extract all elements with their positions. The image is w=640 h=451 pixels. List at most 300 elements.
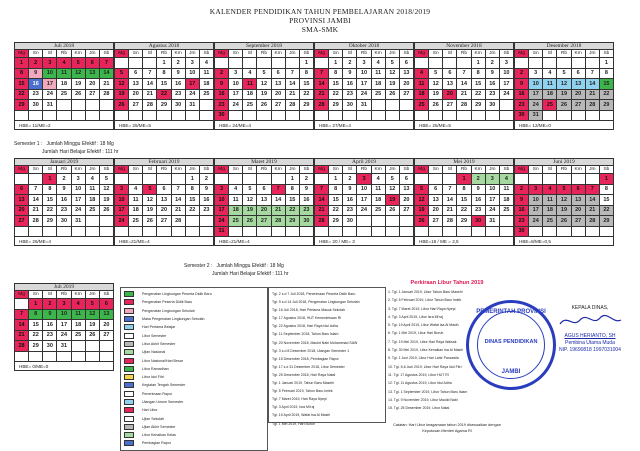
day-cell: 3 [529,184,543,195]
day-cell: 10 [485,184,499,195]
day-cell: 15 [299,79,313,90]
day-cell: 16 [515,89,529,100]
day-cell: 16 [471,195,485,206]
day-cell: 3 [43,58,57,69]
note-line: Tgl. 1 Januari 2019, Tahun Baru Masehi [272,381,335,386]
day-cell: 22 [457,205,471,216]
day-cell: 3 [115,184,129,195]
day-header: Mg [415,166,429,174]
day-cell: 15 [471,79,485,90]
empty-cell [299,226,313,237]
day-cell: 20 [571,89,585,100]
month-title: Juli 2018 [14,42,114,49]
day-header: Sb [299,166,313,174]
effective-days-summary: HBE=8/ME=0,5 [514,237,614,246]
empty-cell [285,110,299,121]
province: PROVINSI JAMBI [289,16,351,25]
day-cell: 22 [285,205,299,216]
day-cell: 8 [29,309,43,320]
day-cell: 31 [57,341,71,352]
effective-days-summary: HBE= 0/ME=0 [14,362,114,371]
empty-cell [529,226,543,237]
month-title: Mei 2019 [414,158,514,165]
legend-label: Ujian Akhir Semester [142,424,176,429]
legend-item [124,431,264,439]
signer-rank: Pembina Utama Muda [565,340,615,346]
day-header: Km [471,50,485,58]
day-cell: 14 [29,195,43,206]
empty-cell [371,216,385,227]
day-cell: 9 [57,184,71,195]
empty-cell [585,174,599,185]
day-cell: 18 [371,195,385,206]
day-cell: 11 [57,68,71,79]
month-calendar [14,283,114,371]
empty-cell [315,110,329,121]
legend-label: Pengenalan Lingkungan Sekolah [142,308,195,313]
empty-cell [15,226,29,237]
legend-label: Libur Semester [142,333,167,338]
day-cell: 19 [429,89,443,100]
day-cell: 20 [257,205,271,216]
day-header: Sn [129,50,143,58]
day-header: Jm [385,50,399,58]
day-cell: 28 [585,216,599,227]
day-cell: 8 [299,68,313,79]
day-header: Sb [399,50,413,58]
day-cell: 7 [143,68,157,79]
day-cell: 3 [499,58,513,69]
empty-cell [429,110,443,121]
empty-cell [57,110,71,121]
day-cell: 26 [115,100,129,111]
legend-swatch [124,440,134,446]
day-cell: 7 [585,68,599,79]
stamp-bottom-text: JAMBI [501,369,521,375]
effective-days-summary: HBE=18 / ME = 2,5 [414,237,514,246]
day-cell: 7 [99,58,113,69]
day-cell: 13 [99,309,113,320]
empty-cell [399,226,413,237]
empty-cell [415,58,429,69]
legend-label: Libur Idul Fitri [142,375,164,380]
day-cell: 23 [171,89,185,100]
day-cell: 10 [357,68,371,79]
day-cell: 26 [557,100,571,111]
day-cell: 23 [215,100,229,111]
day-cell: 5 [385,174,399,185]
day-cell: 8 [15,68,29,79]
day-cell: 2 [29,58,43,69]
day-cell: 13 [399,184,413,195]
day-cell: 26 [99,205,113,216]
day-cell: 26 [385,205,399,216]
day-cell: 18 [415,89,429,100]
day-cell: 12 [257,79,271,90]
day-cell: 12 [243,195,257,206]
day-cell: 31 [185,100,199,111]
day-header: Sl [443,166,457,174]
day-cell: 6 [443,68,457,79]
day-cell: 27 [399,205,413,216]
day-cell: 23 [199,205,213,216]
legend-item [124,307,264,315]
day-header: Sl [543,166,557,174]
day-cell: 21 [443,205,457,216]
day-cell: 1 [185,174,199,185]
day-cell: 23 [485,89,499,100]
days-value: : 111 hr [272,271,289,277]
empty-cell [229,226,243,237]
holiday-item: 1. Tgl. 1 Januari 2019, Libur Tahun Baru Masehi [388,290,463,294]
day-cell: 27 [399,89,413,100]
signature-block [540,305,640,354]
empty-cell [499,216,513,227]
day-cell: 21 [15,330,29,341]
empty-cell [129,174,143,185]
day-cell: 21 [171,205,185,216]
day-header: Sn [329,50,343,58]
day-cell: 17 [499,79,513,90]
day-cell: 12 [99,184,113,195]
empty-cell [529,58,543,69]
day-cell: 18 [371,79,385,90]
day-cell: 3 [485,174,499,185]
day-cell: 23 [515,100,529,111]
day-cell: 6 [157,184,171,195]
empty-cell [371,100,385,111]
day-cell: 12 [429,79,443,90]
empty-cell [129,226,143,237]
empty-cell [415,174,429,185]
day-cell: 4 [371,174,385,185]
empty-cell [229,174,243,185]
day-cell: 26 [257,100,271,111]
holiday-item: 2. Tgl. 5 Februari 2019, Libur Tahun Baru Imlek [388,298,462,303]
day-cell: 14 [585,79,599,90]
day-cell: 19 [71,79,85,90]
day-cell: 2 [43,299,57,310]
weeks-value: : 18 Mg [267,263,284,269]
empty-cell [257,174,271,185]
day-header: Rb [57,50,71,58]
legend-item [124,398,264,406]
day-cell: 20 [399,79,413,90]
empty-cell [257,110,271,121]
empty-cell [29,351,43,362]
day-cell: 21 [285,89,299,100]
holiday-item: 4. Tgl. 3 April 2019, Libur Isra Mi'raj [388,314,443,319]
empty-cell [99,216,113,227]
day-cell: 19 [385,79,399,90]
day-cell: 14 [143,79,157,90]
day-cell: 30 [43,341,57,352]
day-cell: 14 [585,195,599,206]
day-cell: 13 [429,195,443,206]
day-cell: 30 [515,226,529,237]
day-cell: 4 [129,184,143,195]
day-cell: 7 [315,68,329,79]
empty-cell [557,226,571,237]
day-cell: 24 [529,216,543,227]
day-header: Sb [99,50,113,58]
month-title: Oktober 2018 [314,42,414,49]
day-cell: 7 [171,184,185,195]
document-header [0,7,640,34]
day-cell: 4 [57,58,71,69]
legend-label: Hari Libur [142,408,158,413]
legend-swatch [124,399,134,405]
empty-cell [315,174,329,185]
month-title: Maret 2019 [214,158,314,165]
legend-item [124,323,264,331]
day-cell: 27 [443,100,457,111]
empty-cell [229,110,243,121]
day-cell: 11 [199,68,213,79]
day-cell: 1 [471,58,485,69]
day-cell: 5 [85,299,99,310]
stamp-top-text: PEMERINTAH PROVINSI [476,309,546,315]
title: KALENDER PENDIDIKAN TAHUN PEMBELAJARAN 2018/2019 [209,7,431,16]
day-header: Mg [315,166,329,174]
day-cell: 24 [115,216,129,227]
day-cell: 16 [343,195,357,206]
empty-cell [229,58,243,69]
empty-cell [599,110,613,121]
day-cell: 20 [571,205,585,216]
day-cell: 1 [599,174,613,185]
day-cell: 5 [415,184,429,195]
day-cell: 28 [171,216,185,227]
day-cell: 8 [471,68,485,79]
day-cell: 30 [299,216,313,227]
day-header: Mg [15,166,29,174]
day-cell: 22 [185,205,199,216]
legend-label: Masa Pengenalan Lingkungan Sekolah [142,317,205,322]
day-cell: 25 [57,89,71,100]
day-cell: 22 [599,205,613,216]
holiday-item: 5. Tgl. 19 April 2019, Libur Wafat Isa Al Masih [388,323,459,328]
day-cell: 7 [285,68,299,79]
day-header: Km [71,291,85,299]
day-cell: 13 [157,195,171,206]
day-cell: 30 [515,110,529,121]
day-cell: 14 [15,320,29,331]
day-cell: 28 [271,216,285,227]
holiday-item: 6. Tgl. 1 Mei 2019, Libur Hari Buruh [388,331,444,336]
day-cell: 22 [29,330,43,341]
day-cell: 24 [499,89,513,100]
day-cell: 12 [415,195,429,206]
day-header: Km [171,50,185,58]
day-cell: 9 [515,195,529,206]
legend-swatch [124,416,134,422]
day-cell: 20 [443,89,457,100]
day-cell: 10 [115,195,129,206]
day-cell: 22 [329,205,343,216]
empty-cell [115,58,129,69]
day-cell: 2 [57,174,71,185]
day-header: Jm [385,166,399,174]
day-header: Sb [299,50,313,58]
empty-cell [315,226,329,237]
semester-label: Semester 1 : [14,141,43,147]
empty-cell [199,216,213,227]
day-cell: 5 [143,184,157,195]
empty-cell [471,226,485,237]
day-cell: 2 [485,58,499,69]
day-cell: 1 [457,174,471,185]
empty-cell [343,226,357,237]
empty-cell [429,226,443,237]
day-header: Sl [443,50,457,58]
month-title: Februari 2019 [114,158,214,165]
day-cell: 8 [157,68,171,79]
day-cell: 23 [343,205,357,216]
day-cell: 2 [199,174,213,185]
day-header: Mg [215,50,229,58]
school-level: SMA-SMK [301,25,339,34]
empty-cell [529,174,543,185]
empty-cell [257,226,271,237]
day-cell: 18 [57,79,71,90]
day-header: Mg [115,166,129,174]
day-cell: 8 [43,184,57,195]
day-cell: 6 [271,68,285,79]
month-title: Juli 2019 [14,283,114,290]
day-cell: 29 [329,100,343,111]
day-cell: 21 [29,205,43,216]
semester-label: Semester 2 : [184,263,213,269]
empty-cell [571,58,585,69]
empty-cell [599,226,613,237]
day-cell: 18 [543,89,557,100]
day-cell: 1 [599,58,613,69]
day-cell: 4 [543,184,557,195]
signer-nip: NIP. 19690818 1997031004 [559,347,621,353]
holiday-item: 9. Tgl. 1 Juni 2019, Libur Hari Lahir Pancasila [388,356,459,361]
day-cell: 14 [315,195,329,206]
day-cell: 15 [15,79,29,90]
day-cell: 4 [71,299,85,310]
empty-cell [99,226,113,237]
empty-cell [485,110,499,121]
note-line: Tgl. 20 November 2018, Maulid Nabi Muhammad SAW [272,340,358,345]
empty-cell [171,174,185,185]
day-cell: 6 [571,184,585,195]
empty-cell [285,226,299,237]
day-cell: 22 [15,89,29,100]
day-cell: 28 [15,341,29,352]
day-header: Km [571,166,585,174]
day-cell: 2 [215,68,229,79]
day-cell: 2 [343,174,357,185]
day-cell: 22 [299,89,313,100]
empty-cell [199,226,213,237]
day-cell: 29 [329,216,343,227]
day-cell: 25 [85,205,99,216]
day-cell: 18 [499,195,513,206]
day-cell: 27 [429,216,443,227]
day-header: Sn [529,50,543,58]
day-cell: 25 [371,89,385,100]
empty-cell [385,226,399,237]
day-header: Jm [485,50,499,58]
day-cell: 14 [171,195,185,206]
legend-swatch [124,424,134,430]
day-cell: 19 [557,205,571,216]
day-cell: 24 [357,205,371,216]
day-cell: 7 [15,309,29,320]
day-cell: 6 [15,184,29,195]
legend-swatch [124,432,134,438]
legend-swatch [124,333,134,339]
day-header: Sl [243,166,257,174]
empty-cell [329,226,343,237]
day-cell: 4 [229,184,243,195]
day-cell: 19 [85,320,99,331]
empty-cell [285,58,299,69]
day-cell: 2 [515,68,529,79]
note-line: Tgl. 19 April 2019, Wafat Isa Al Masih [272,413,331,418]
day-cell: 24 [229,100,243,111]
legend-item [124,390,264,398]
empty-cell [115,226,129,237]
day-cell: 29 [599,100,613,111]
day-cell: 19 [99,195,113,206]
empty-cell [499,110,513,121]
empty-cell [271,110,285,121]
day-header: Mg [315,50,329,58]
effective-days-summary: HBE= 20 / ME= 3 [314,237,414,246]
day-cell: 28 [585,100,599,111]
empty-cell [571,226,585,237]
day-cell: 8 [329,68,343,79]
day-header: Km [71,166,85,174]
day-cell: 31 [71,216,85,227]
empty-cell [85,100,99,111]
month-calendar [514,158,614,246]
note-line: Tgl. 11 September 2018, Tahun Baru Islam [272,332,339,337]
empty-cell [143,226,157,237]
legend-label: Libur Kenaikan Kelas [142,433,176,438]
day-cell: 5 [557,68,571,79]
day-cell: 8 [599,68,613,79]
empty-cell [43,226,57,237]
day-cell: 27 [571,100,585,111]
day-cell: 8 [329,184,343,195]
holiday-item: 8. Tgl. 30 Mei 2019, Libur Kenaikan Isa Al Masih [388,348,464,353]
empty-cell [171,226,185,237]
legend-label: Libur Nasional/Hari Besar [142,358,183,363]
day-cell: 31 [43,100,57,111]
day-cell: 12 [557,79,571,90]
day-cell: 30 [471,216,485,227]
empty-cell [357,226,371,237]
note-line: Tgl. 5 Februari 2019, Tahun Baru Imlek [272,389,333,394]
legend-swatch [124,308,134,314]
day-cell: 15 [157,79,171,90]
empty-cell [15,351,29,362]
day-cell: 29 [471,100,485,111]
day-cell: 11 [371,184,385,195]
empty-cell [157,174,171,185]
legend-item [124,348,264,356]
day-cell: 14 [99,68,113,79]
empty-cell [243,174,257,185]
day-cell: 12 [115,79,129,90]
day-cell: 16 [29,79,43,90]
